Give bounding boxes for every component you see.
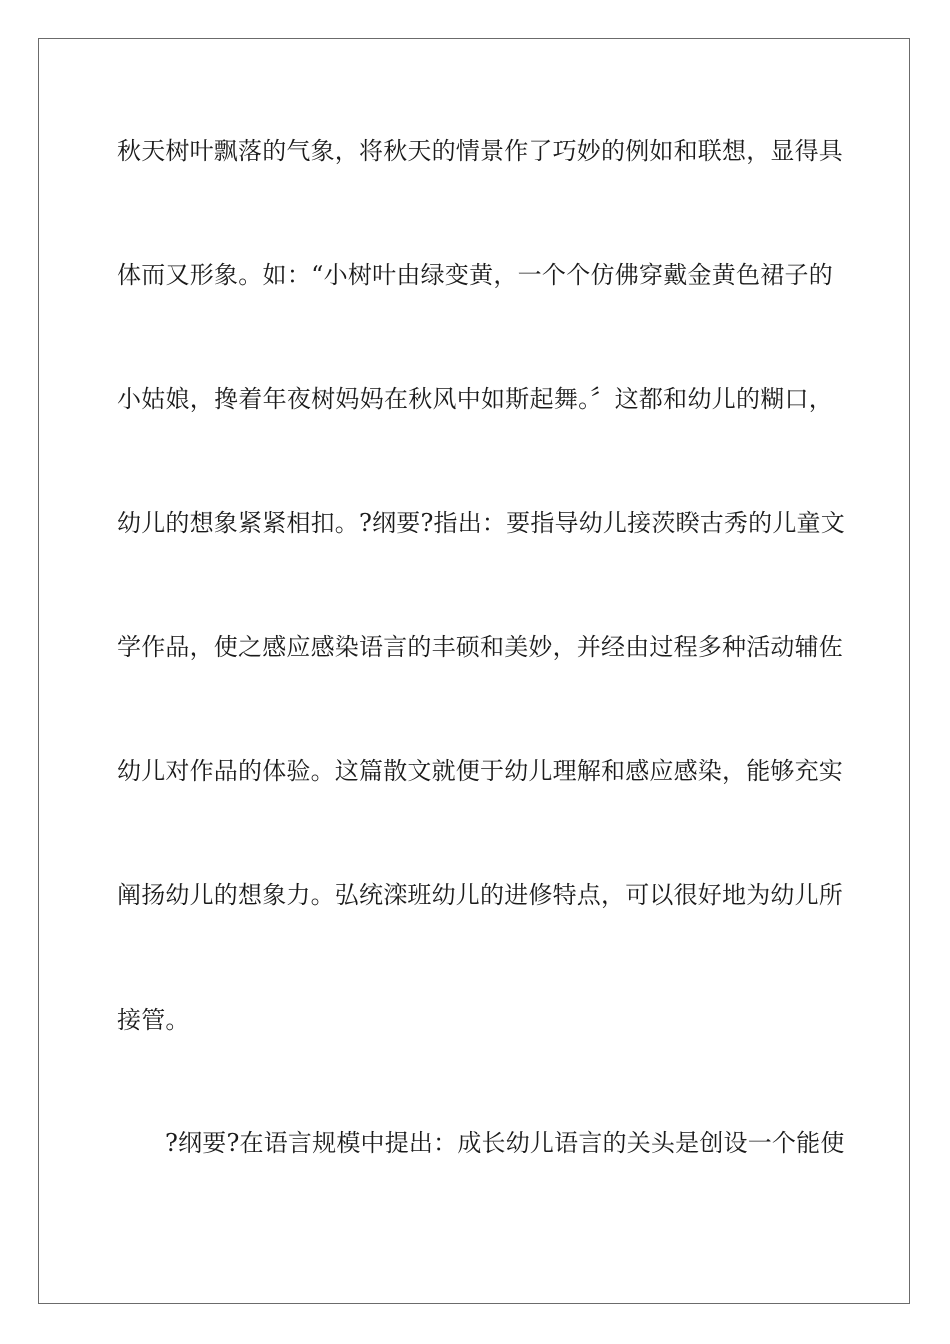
paragraph-line-6: 幼儿对作品的体验。这篇散文就便于幼儿理解和感应感染，能够充实: [117, 757, 843, 785]
paragraph-line-5: 学作品，使之感应感染语言的丰硕和美妙，并经由过程多种活动辅佐: [117, 633, 843, 661]
paragraph-line-3: 小姑娘，搀着年夜树妈妈在秋风中如斯起舞。〞这都和幼儿的糊口，: [117, 385, 833, 413]
paragraph-line-7: 阐扬幼儿的想象力。弘统滦班幼儿的进修特点，可以很好地为幼儿所: [117, 881, 843, 909]
paragraph-line-1: 秋天树叶飘落的气象，将秋天的情景作了巧妙的例如和联想，显得具: [117, 137, 843, 165]
paragraph-line-4: 幼儿的想象紧紧相扣。?纲要?指出：要指导幼儿接茨睽古秀的儿童文: [117, 509, 845, 537]
page-border: [38, 38, 910, 1304]
paragraph-line-2: 体而又形象。如：“小树叶由绿变黄，一个个仿佛穿戴金黄色裙子的: [117, 261, 833, 289]
paragraph-line-8: 接管。: [117, 1006, 190, 1034]
paragraph-2-line-1: ?纲要?在语言规模中提出：成长幼儿语言的关头是创设一个能使: [165, 1129, 845, 1157]
